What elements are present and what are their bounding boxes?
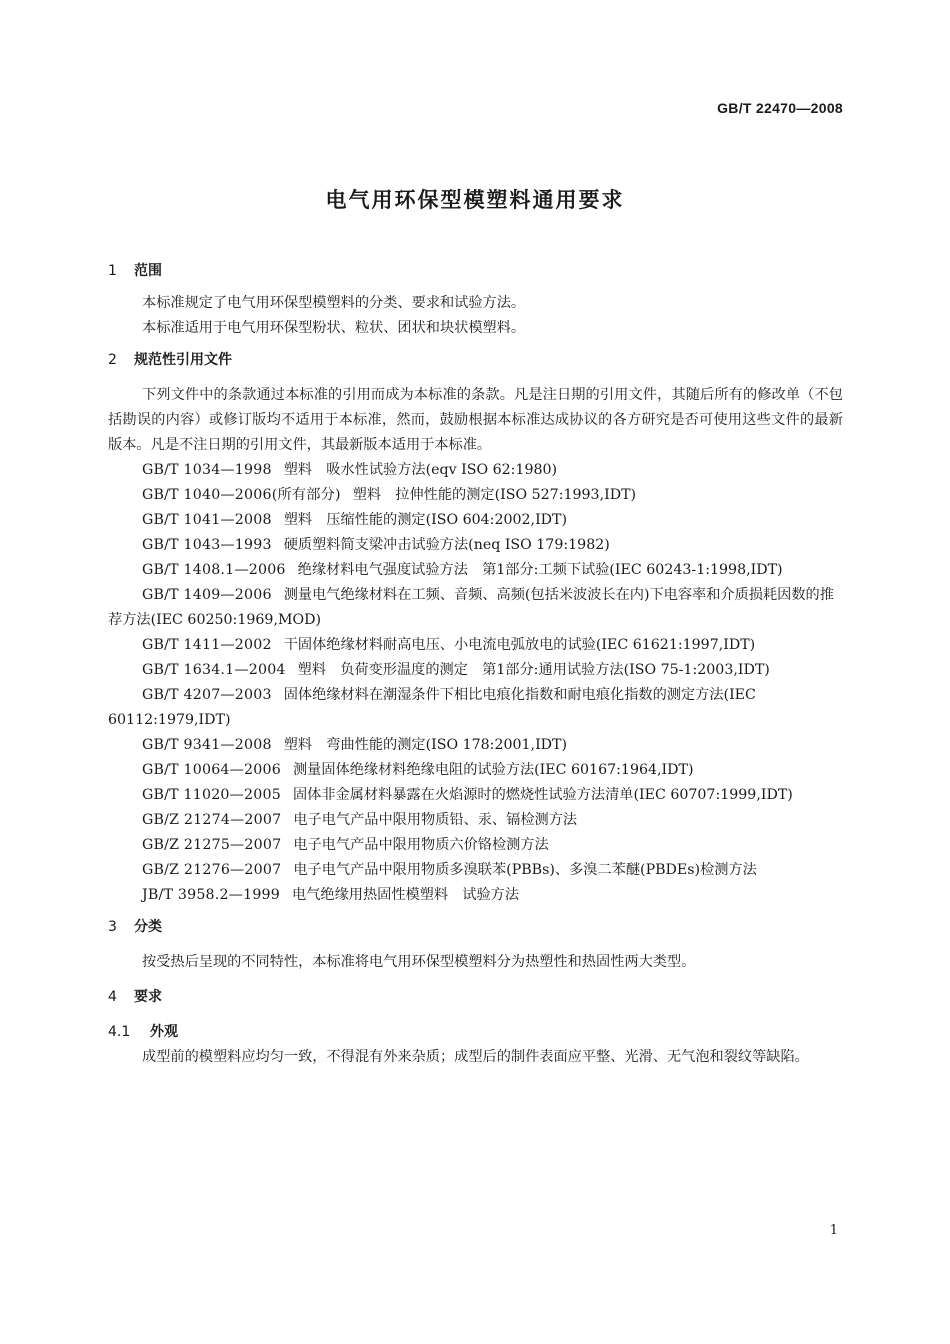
- reference-title: 塑料 负荷变形温度的测定 第1部分:通用试验方法(ISO 75-1:2003,IDT): [297, 662, 770, 678]
- reference-code: GB/Z 21274—2007: [142, 812, 282, 828]
- document-title: 电气用环保型模塑料通用要求: [325, 188, 625, 212]
- reference-title: 固体绝缘材料在潮湿条件下相比电痕化指数和耐电痕化指数的测定方法(IEC 60112:1979,IDT): [108, 687, 756, 728]
- reference-item: [108, 633, 843, 658]
- reference-title: 电子电气产品中限用物质六价铬检测方法: [293, 837, 549, 853]
- reference-title: 电子电气产品中限用物质铅、汞、镉检测方法: [293, 812, 578, 828]
- reference-code: GB/T 1041—2008: [142, 512, 272, 528]
- section-number: 4.1: [108, 1024, 131, 1040]
- scope-paragraph-2: 本标准适用于电气用环保型粉状、粒状、团状和块状模塑料。: [142, 320, 526, 336]
- reference-item: [108, 883, 843, 908]
- section-number: 2: [108, 352, 117, 368]
- section-1-heading: [108, 259, 843, 284]
- section-4-heading: [108, 985, 843, 1010]
- reference-code: GB/T 1411—2002: [142, 637, 272, 653]
- section-title: 要求: [134, 989, 162, 1005]
- reference-code: GB/T 11020—2005: [142, 787, 281, 803]
- document-body: [108, 259, 843, 1070]
- reference-item: [108, 783, 843, 808]
- reference-code: GB/T 4207—2003: [142, 687, 272, 703]
- reference-item: [108, 733, 843, 758]
- reference-title: 塑料 弯曲性能的测定(ISO 178:2001,IDT): [283, 737, 568, 753]
- reference-code: GB/T 9341—2008: [142, 737, 272, 753]
- reference-code: GB/T 1409—2006: [142, 587, 272, 603]
- section-number: 4: [108, 989, 117, 1005]
- reference-title: 干固体绝缘材料耐高电压、小电流电弧放电的试验(IEC 61621:1997,IDT): [283, 637, 756, 653]
- reference-item: [108, 808, 843, 833]
- references-intro: 下列文件中的条款通过本标准的引用而成为本标准的条款。凡是注日期的引用文件，其随后所有的修改单（不包括勘误的内容）或修订版均不适用于本标准，然而，鼓励根据本标准达成协议的各方研究是否可使用这些文件的最新版本。凡是不注日期的引用文件，其最新版本适用于本标准。: [108, 387, 843, 453]
- reference-title: 绝缘材料电气强度试验方法 第1部分:工频下试验(IEC 60243-1:1998,IDT): [297, 562, 783, 578]
- reference-item: [108, 658, 843, 683]
- section-2-heading: [108, 348, 843, 373]
- reference-code: GB/T 1408.1—2006: [142, 562, 286, 578]
- appearance-paragraph: 成型前的模塑料应均匀一致，不得混有外来杂质；成型后的制件表面应平整、光滑、无气泡和裂纹等缺陷。: [142, 1049, 809, 1065]
- section-title: 外观: [150, 1024, 178, 1040]
- reference-code: GB/Z 21276—2007: [142, 862, 282, 878]
- section-4-1-heading: [108, 1020, 843, 1045]
- reference-title: 塑料 拉伸性能的测定(ISO 527:1993,IDT): [352, 487, 637, 503]
- reference-title: 塑料 吸水性试验方法(eqv ISO 62:1980): [283, 462, 558, 478]
- reference-code: GB/T 10064—2006: [142, 762, 281, 778]
- reference-title: 测量固体绝缘材料绝缘电阻的试验方法(IEC 60167:1964,IDT): [292, 762, 694, 778]
- reference-item: [108, 558, 843, 583]
- reference-item: [108, 458, 843, 483]
- reference-item: [108, 483, 843, 508]
- reference-title: 固体非金属材料暴露在火焰源时的燃烧性试验方法清单(IEC 60707:1999,IDT): [292, 787, 793, 803]
- reference-code: GB/T 1043—1993: [142, 537, 272, 553]
- reference-title: 电气绝缘用热固性模塑料 试验方法: [292, 887, 520, 903]
- section-3-heading: [108, 915, 843, 940]
- reference-title: 测量电气绝缘材料在工频、音频、高频(包括米波波长在内)下电容率和介质损耗因数的推荐方法(IEC 60250:1969,MOD): [108, 587, 834, 628]
- section-title: 范围: [134, 263, 162, 279]
- reference-item: [108, 508, 843, 533]
- reference-item: [108, 833, 843, 858]
- classification-paragraph: 按受热后呈现的不同特性，本标准将电气用环保型模塑料分为热塑性和热固性两大类型。: [142, 954, 696, 970]
- reference-title: 硬质塑料简支梁冲击试验方法(neq ISO 179:1982): [283, 537, 610, 553]
- reference-code: GB/Z 21275—2007: [142, 837, 282, 853]
- reference-list: [108, 458, 843, 908]
- reference-item: [108, 758, 843, 783]
- standard-code: GB/T 22470—2008: [717, 100, 843, 116]
- reference-title: 电子电气产品中限用物质多溴联苯(PBBs)、多溴二苯醚(PBDEs)检测方法: [293, 862, 757, 878]
- section-number: 3: [108, 919, 117, 935]
- scope-paragraph-1: 本标准规定了电气用环保型模塑料的分类、要求和试验方法。: [142, 295, 526, 311]
- section-title: 规范性引用文件: [134, 352, 232, 368]
- reference-item: [108, 583, 843, 633]
- section-title: 分类: [134, 919, 162, 935]
- reference-item: [108, 683, 843, 733]
- reference-item: [108, 533, 843, 558]
- reference-code: JB/T 3958.2—1999: [142, 887, 281, 903]
- reference-item: [108, 858, 843, 883]
- reference-code: GB/T 1040—2006(所有部分): [142, 487, 341, 503]
- reference-code: GB/T 1634.1—2004: [142, 662, 286, 678]
- section-number: 1: [108, 263, 117, 279]
- reference-title: 塑料 压缩性能的测定(ISO 604:2002,IDT): [283, 512, 568, 528]
- reference-code: GB/T 1034—1998: [142, 462, 272, 478]
- page-number: 1: [829, 1223, 838, 1238]
